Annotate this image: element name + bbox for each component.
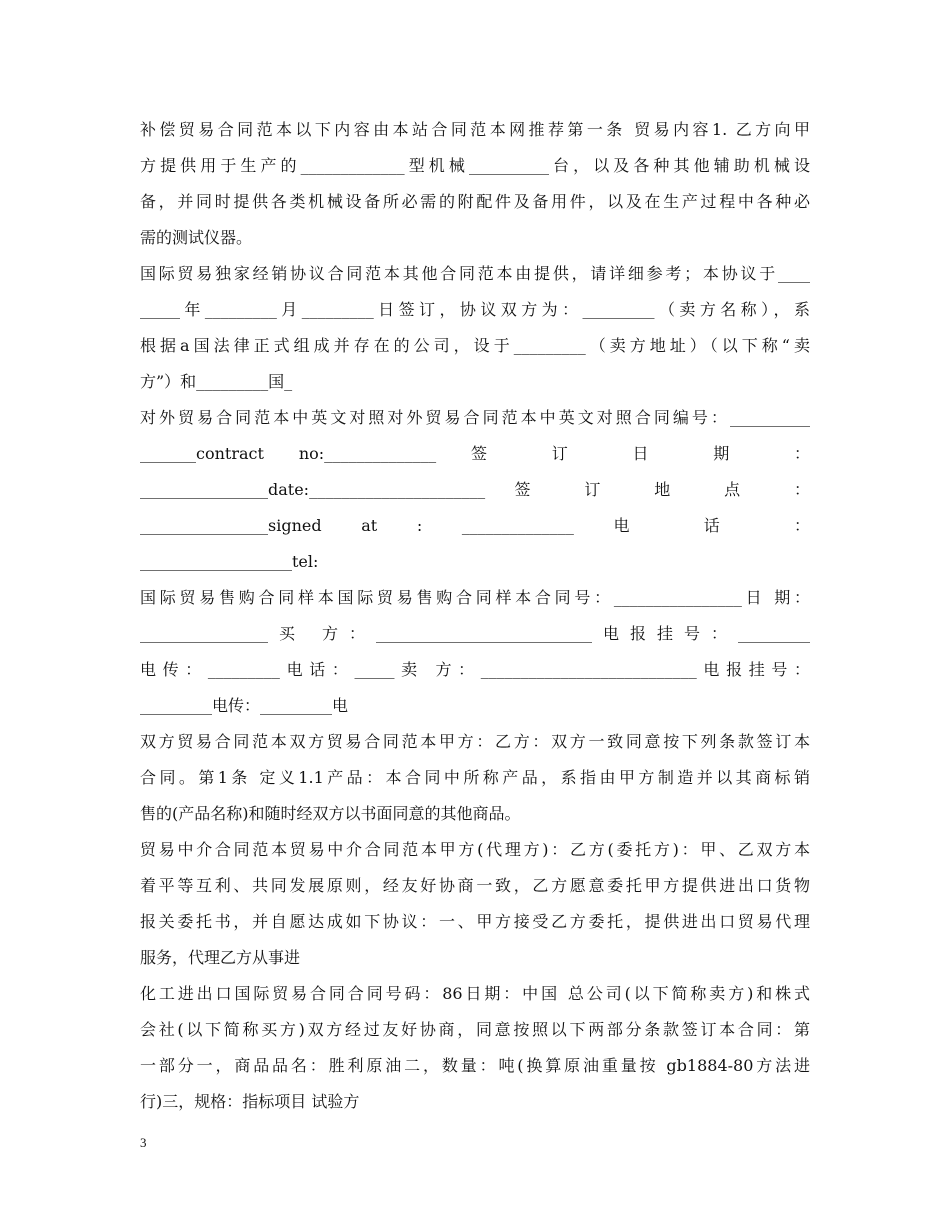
text-line: ________________date:______________________ 签 订 地 点 ： xyxy=(140,480,810,499)
text-line: 方”）和_________国_ xyxy=(140,372,293,391)
text-line: 根据a国法律正式组成并存在的公司，设于_________（卖方地址）（以下称“卖 xyxy=(140,336,810,355)
text-line: 贸易中介合同范本贸易中介合同范本甲方(代理方)：乙方(委托方)：甲、乙双方本 xyxy=(140,840,810,859)
text-line: _________电传：_________电 xyxy=(140,696,349,715)
text-line: 化工进出口国际贸易合同合同号码：86日期：中国 总公司(以下简称卖方)和株式 xyxy=(140,984,810,1003)
text-line: _______contract no:______________ 签 订 日 期 ： xyxy=(140,444,810,463)
text-line: 着平等互利、共同发展原则，经友好协商一致，乙方愿意委托甲方提供进出口货物 xyxy=(140,876,810,895)
text-line: 需的测试仪器。 xyxy=(140,228,253,247)
text-line: 双方贸易合同范本双方贸易合同范本甲方：乙方：双方一致同意按下列条款签订本 xyxy=(140,732,810,751)
text-line: 合同。第1条 定义1.1产品：本合同中所称产品，系指由甲方制造并以其商标销 xyxy=(140,768,810,787)
text-line: ___________________tel: xyxy=(140,552,319,571)
text-line: 会社(以下简称买方)双方经过友好协商，同意按照以下两部分条款签订本合同：第 xyxy=(140,1020,810,1039)
text-line: 报关委托书，并自愿达成如下协议：一、甲方接受乙方委托，提供进出口贸易代理 xyxy=(140,912,810,931)
text-line: 方提供用于生产的_____________型机械__________台，以及各种其他辅助机械设 xyxy=(140,156,810,175)
text-line: 电传：_________电话：_____卖 方：___________________________电报挂号： xyxy=(140,660,810,679)
text-line: _____年_________月_________日签订，协议双方为：_________（卖方名称），系 xyxy=(140,300,810,319)
text-line: 服务，代理乙方从事进 xyxy=(140,948,301,967)
text-line: 备，并同时提供各类机械设备所必需的附配件及备用件，以及在生产过程中各种必 xyxy=(140,192,810,211)
text-line: ________________signed at : ______________ 电 话 ： xyxy=(140,516,810,535)
text-line: 对外贸易合同范本中英文对照对外贸易合同范本中英文对照合同编号：__________ xyxy=(140,408,810,427)
text-line: 行)三，规格：指标项目 试验方 xyxy=(140,1092,360,1111)
text-line: 国际贸易售购合同样本国际贸易售购合同样本合同号：________________日 期： xyxy=(140,588,810,607)
text-line: 一部分一，商品品名：胜利原油二，数量：吨(换算原油重量按 gb1884-80方法进 xyxy=(140,1056,810,1075)
page-number: 3 xyxy=(140,1135,147,1150)
text-line: ________________买 方：___________________________电报挂号：_________ xyxy=(140,624,810,643)
text-line: 国际贸易独家经销协议合同范本其他合同范本由提供，请详细参考；本协议于____ xyxy=(140,264,810,283)
text-line: 补偿贸易合同范本以下内容由本站合同范本网推荐第一条 贸易内容1. 乙方向甲 xyxy=(140,120,810,139)
text-line: 售的(产品名称)和随时经双方以书面同意的其他商品。 xyxy=(140,804,521,823)
